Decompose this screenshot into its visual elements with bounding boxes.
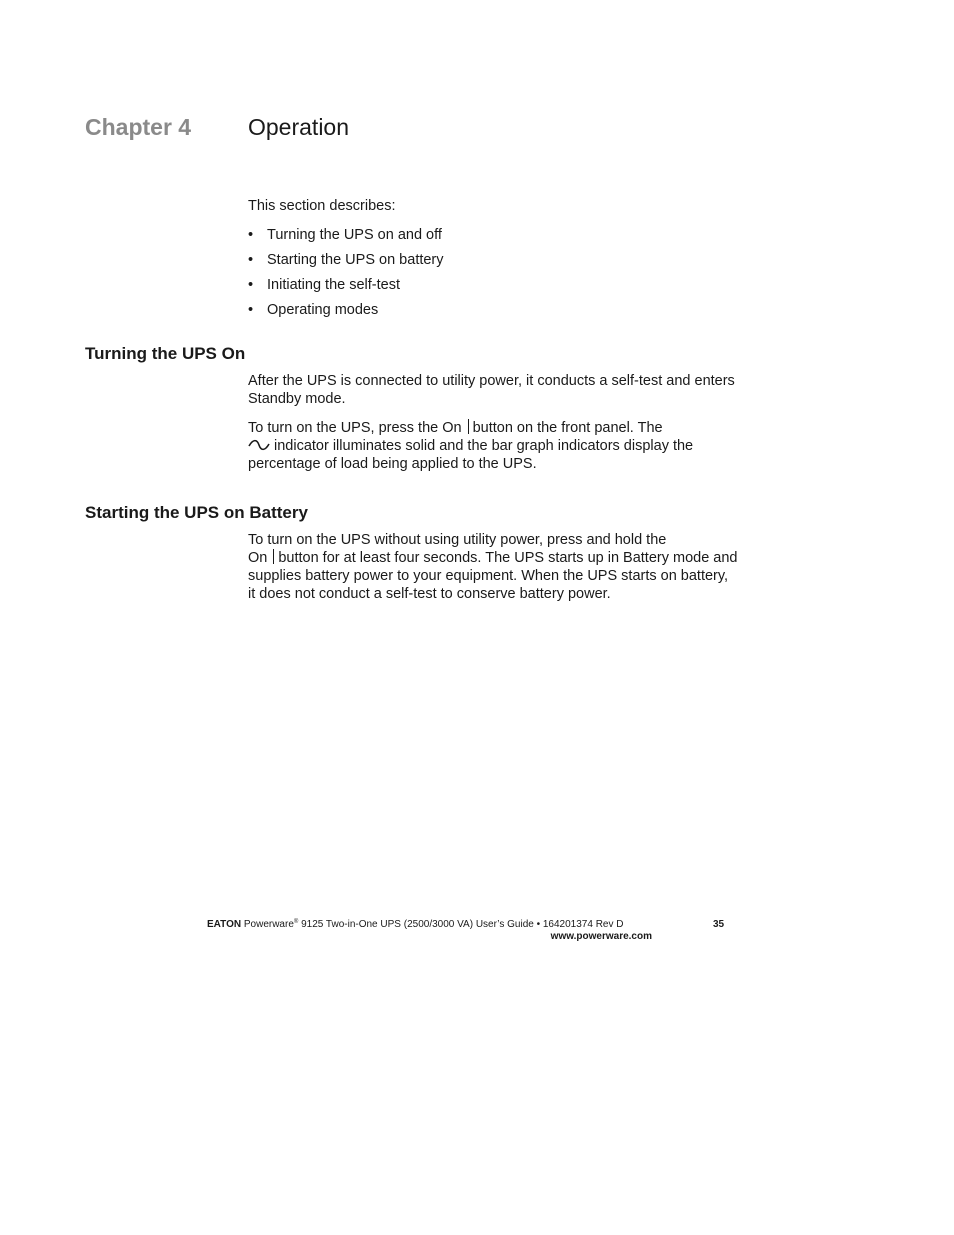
paragraph-text: On <box>248 550 268 566</box>
paragraph: After the UPS is connected to utility power, it conducts a self-test and enters Standby mode. <box>248 373 735 407</box>
on-bar-icon <box>273 549 274 564</box>
registered-mark: ® <box>293 919 299 925</box>
list-item-text: Operating modes <box>267 302 379 318</box>
list-item-text: Turning the UPS on and off <box>267 227 442 243</box>
bullet-glyph: • <box>248 252 254 268</box>
chapter-title: Operation <box>248 114 350 140</box>
paragraph <box>248 531 738 603</box>
paragraph-text: To turn on the UPS without using utility power, press and hold the <box>248 532 667 548</box>
bullet-glyph: • <box>248 227 254 243</box>
paragraph-text: button on the front panel. The <box>472 420 663 436</box>
section-heading-starting-on-battery: Starting the UPS on Battery <box>85 503 308 522</box>
paragraph <box>248 419 738 473</box>
footer-title <box>207 919 623 930</box>
section-heading-turning-on: Turning the UPS On <box>85 344 246 363</box>
list-item <box>248 226 444 251</box>
on-bar-icon <box>468 419 469 434</box>
page-number: 35 <box>713 919 725 930</box>
paragraph-text: To turn on the UPS, press the On <box>248 420 462 436</box>
paragraph-text: button for at least four seconds. The UPS starts up in Battery mode and supplies battery power to your equipment. When the UPS starts on battery, it does not conduct a self-test to conserve battery power. <box>248 550 738 602</box>
bullet-glyph: • <box>248 277 254 293</box>
list-item-text: Starting the UPS on battery <box>267 252 444 268</box>
list-item-text: Initiating the self-test <box>267 277 400 293</box>
topic-list <box>248 226 444 326</box>
footer-guide-info: 9125 Two-in-One UPS (2500/3000 VA) User’s Guide • 164201374 Rev D <box>298 919 624 930</box>
footer-url: www.powerware.com <box>550 931 652 942</box>
bullet-glyph: • <box>248 302 254 318</box>
paragraph-text: indicator illuminates solid and the bar graph indicators display the percentage of load being applied to the UPS. <box>248 438 694 472</box>
chapter-label: Chapter 4 <box>85 114 192 140</box>
footer-product: Powerware <box>243 919 294 930</box>
list-item <box>248 301 444 326</box>
list-item <box>248 276 444 301</box>
intro-text: This section describes: <box>248 198 396 214</box>
footer-brand: EATON <box>207 919 242 930</box>
sine-wave-icon <box>248 439 270 451</box>
list-item <box>248 251 444 276</box>
